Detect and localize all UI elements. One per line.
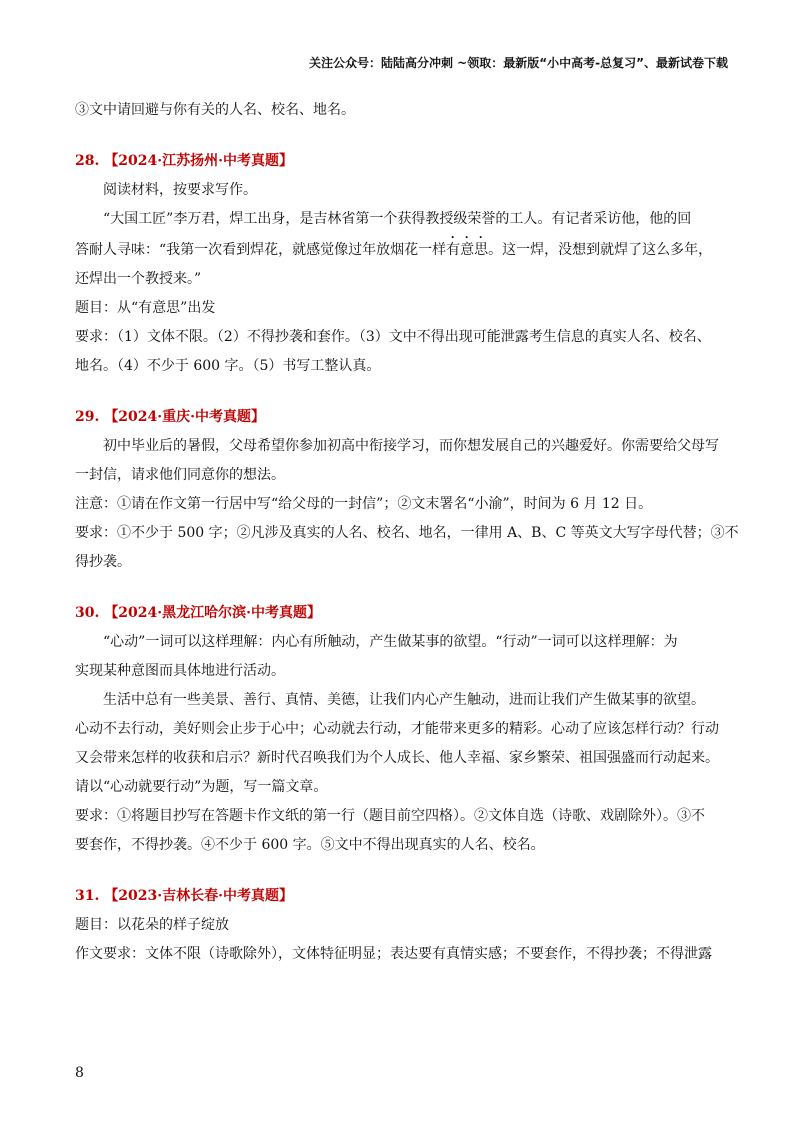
q28-instruction: 阅读材料，按要求写作。 — [103, 182, 257, 198]
q31-title: 题目：以花朵的样子绽放 — [75, 917, 229, 933]
question-source-tag: 【2024·黑龙江哈尔滨·中考真题】 — [104, 605, 321, 621]
emphasized-text: 有意思 — [446, 242, 489, 258]
q30-title: 请以“心动就要行动”为题，写一篇文章。 — [75, 779, 328, 795]
q29-requirements: 得抄袭。 — [75, 554, 131, 570]
page-content — [75, 96, 739, 969]
q28-requirements: 要求：（1）文体不限。（2）不得抄袭和套作。（3）文中不得出现可能泄露考生信息的真实人名、校名、 — [75, 329, 711, 345]
q28-material-text: 。这一焊，没想到就焊了这么多年， — [488, 242, 713, 258]
question-30-heading — [75, 599, 727, 628]
q30-material-line: “心动”一词可以这样理解：内心有所触动，产生做某事的欲望。“行动”一词可以这样理解：为 — [103, 634, 678, 650]
q28-title: 题目：从“有意思”出发 — [75, 300, 216, 316]
q30-material-line: 又会带来怎样的收获和启示？新时代召唤我们为个人成长、他人幸福、家乡繁荣、祖国强盛而行动起来。 — [75, 750, 719, 766]
question-number: 30. — [75, 605, 100, 621]
question-number: 31. — [75, 888, 100, 904]
question-source-tag: 【2024·江苏扬州·中考真题】 — [104, 153, 293, 169]
intro-requirement: ③文中请回避与你有关的人名、校名、地名。 — [75, 102, 355, 118]
q31-requirements: 作文要求：文体不限（诗歌除外），文体特征明显；表达要有真情实感；不要套作，不得抄袭；不得泄露 — [75, 946, 712, 962]
q30-material-line: 生活中总有一些美景、善行、真情、美德，让我们内心产生触动，进而让我们产生做某事的欲望。 — [103, 692, 705, 708]
q28-material-line: 还焊出一个教授来。” — [75, 271, 202, 287]
q29-notes: 注意：①请在作文第一行居中写“给父母的一封信”；②文末署名“小渝”，时间为 6 月 12 日。 — [75, 496, 653, 512]
question-source-tag: 【2024·重庆·中考真题】 — [104, 409, 265, 425]
q30-material-line: 心动不去行动，美好则会止步于心中；心动就去行动，才能带来更多的精彩。心动了应该怎样行动？行动 — [75, 721, 719, 737]
q30-material-line: 实现某种意图而具体地进行活动。 — [75, 663, 285, 679]
question-number: 29. — [75, 409, 100, 425]
q29-prompt-line: 一封信，请求他们同意你的想法。 — [75, 467, 285, 483]
question-28-heading — [75, 147, 727, 176]
q29-requirements: 要求：①不少于 500 字；②凡涉及真实的人名、校名、地名，一律用 A、B、C 等英文大写字母代替；③不 — [75, 525, 739, 541]
q28-material-line: “大国工匠”李万君，焊工出身，是吉林省第一个获得教授级荣誉的工人。有记者采访他，他的回 — [103, 211, 692, 227]
q29-prompt-line: 初中毕业后的暑假，父母希望你参加初高中衔接学习，而你想发展自己的兴趣爱好。你需要给父母写 — [103, 438, 719, 454]
question-number: 28. — [75, 153, 100, 169]
question-29-heading — [75, 403, 727, 432]
q28-material-text: 答耐人寻味：“我第一次看到焊花，就感觉像过年放烟花一样 — [75, 242, 447, 258]
q28-material-line — [75, 234, 727, 265]
q30-requirements: 要套作，不得抄袭。④不少于 600 字。⑤文中不得出现真实的人名、校名。 — [75, 837, 545, 853]
page-number: 8 — [75, 1065, 84, 1081]
page-header: 关注公众号：陆陆高分冲刺 ~领取：最新版“小中高考-总复习”、最新试卷下载 — [309, 56, 728, 70]
question-source-tag: 【2023·吉林长春·中考真题】 — [104, 888, 293, 904]
q28-requirements: 地名。（4）不少于 600 字。（5）书写工整认真。 — [75, 358, 381, 374]
question-31-heading — [75, 882, 727, 911]
q30-requirements: 要求：①将题目抄写在答题卡作文纸的第一行（题目前空四格）。②文体自选（诗歌、戏剧除外）。③不 — [75, 808, 705, 824]
